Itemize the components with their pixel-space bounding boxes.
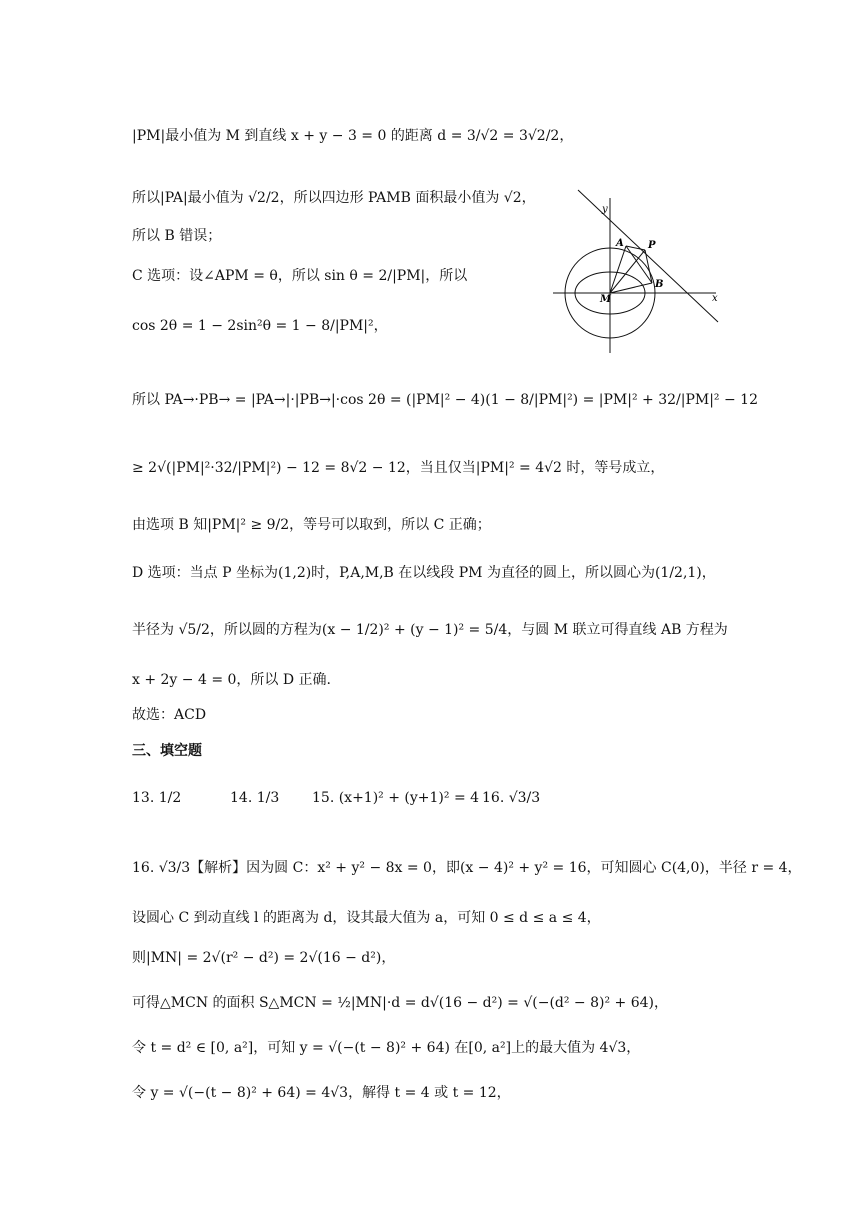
solution16-line-2: 设圆心 C 到动直线 l 的距离为 d，设其最大值为 a，可知 0 ≤ d ≤ a ≤ 4， xyxy=(132,910,601,926)
line-pm-min: |PM|最小值为 M 到直线 x + y − 3 = 0 的距离 d = 3/√2 = 3√2/2， xyxy=(132,128,574,144)
label-p: P xyxy=(648,240,656,251)
solution16-line-1: 16. √3/3【解析】因为圆 C：x² + y² − 8x = 0，即(x − 4)² + y² = 16，可知圆心 C(4,0)，半径 r = 4， xyxy=(132,860,802,876)
line-pa-min: 所以|PA|最小值为 √2/2，所以四边形 PAMB 面积最小值为 √2， xyxy=(132,190,536,206)
line-choose: 故选：ACD xyxy=(132,707,207,723)
solution16-line-5: 令 t = d² ∈ [0, a²]，可知 y = √(−(t − 8)² + 64) 在[0, a²]上的最大值为 4√3， xyxy=(132,1040,641,1056)
geometry-figure xyxy=(548,188,723,353)
label-m: M xyxy=(600,294,612,305)
line-option-d: D 选项：当点 P 坐标为(1,2)时，P,A,M,B 在以线段 PM 为直径的圆上，所以圆心为(1/2,1)， xyxy=(132,565,716,581)
line-option-c: C 选项：设∠APM = θ，所以 sin θ = 2/|PM|，所以 xyxy=(132,268,468,284)
section-title: 三、填空题 xyxy=(132,742,202,758)
label-b: B xyxy=(655,279,664,290)
line-ab-eq: x + 2y − 4 = 0，所以 D 正确. xyxy=(132,672,331,688)
label-y: y xyxy=(602,204,608,215)
tangent-line xyxy=(578,190,718,322)
answer-15: 15. (x+1)² + (y+1)² = 4 xyxy=(312,790,480,806)
solution16-line-4: 可得△MCN 的面积 S△MCN = ½|MN|·d = d√(16 − d²) = √(−(d² − 8)² + 64)， xyxy=(132,995,669,1011)
solution16-line-3: 则|MN| = 2√(r² − d²) = 2√(16 − d²)， xyxy=(132,950,396,966)
line-b-wrong: 所以 B 错误； xyxy=(132,228,222,244)
segment-mp xyxy=(610,250,645,293)
segment-ma xyxy=(610,246,626,293)
line-radius: 半径为 √5/2，所以圆的方程为(x − 1/2)² + (y − 1)² = 5/4，与圆 M 联立可得直线 AB 方程为 xyxy=(132,622,728,638)
solution16-line-6: 令 y = √(−(t − 8)² + 64) = 4√3，解得 t = 4 或 t = 12， xyxy=(132,1085,511,1101)
answer-16: 16. √3/3 xyxy=(482,790,541,806)
line-dot-product: 所以 PA→·PB→ = |PA→|·|PB→|·cos 2θ = (|PM|² − 4)(1 − 8/|PM|²) = |PM|² + 32/|PM|² − 12 xyxy=(132,392,758,408)
label-a: A xyxy=(616,238,624,249)
line-c-correct: 由选项 B 知|PM|² ≥ 9/2，等号可以取到，所以 C 正确； xyxy=(132,517,491,533)
line-cos2theta: cos 2θ = 1 − 2sin²θ = 1 − 8/|PM|²， xyxy=(132,318,388,334)
line-inequality: ≥ 2√(|PM|²·32/|PM|²) − 12 = 8√2 − 12，当且仅当|PM|² = 4√2 时，等号成立， xyxy=(132,460,665,476)
label-x: x xyxy=(712,293,718,304)
answer-13: 13. 1/2 xyxy=(132,790,182,806)
answer-14: 14. 1/3 xyxy=(230,790,280,806)
